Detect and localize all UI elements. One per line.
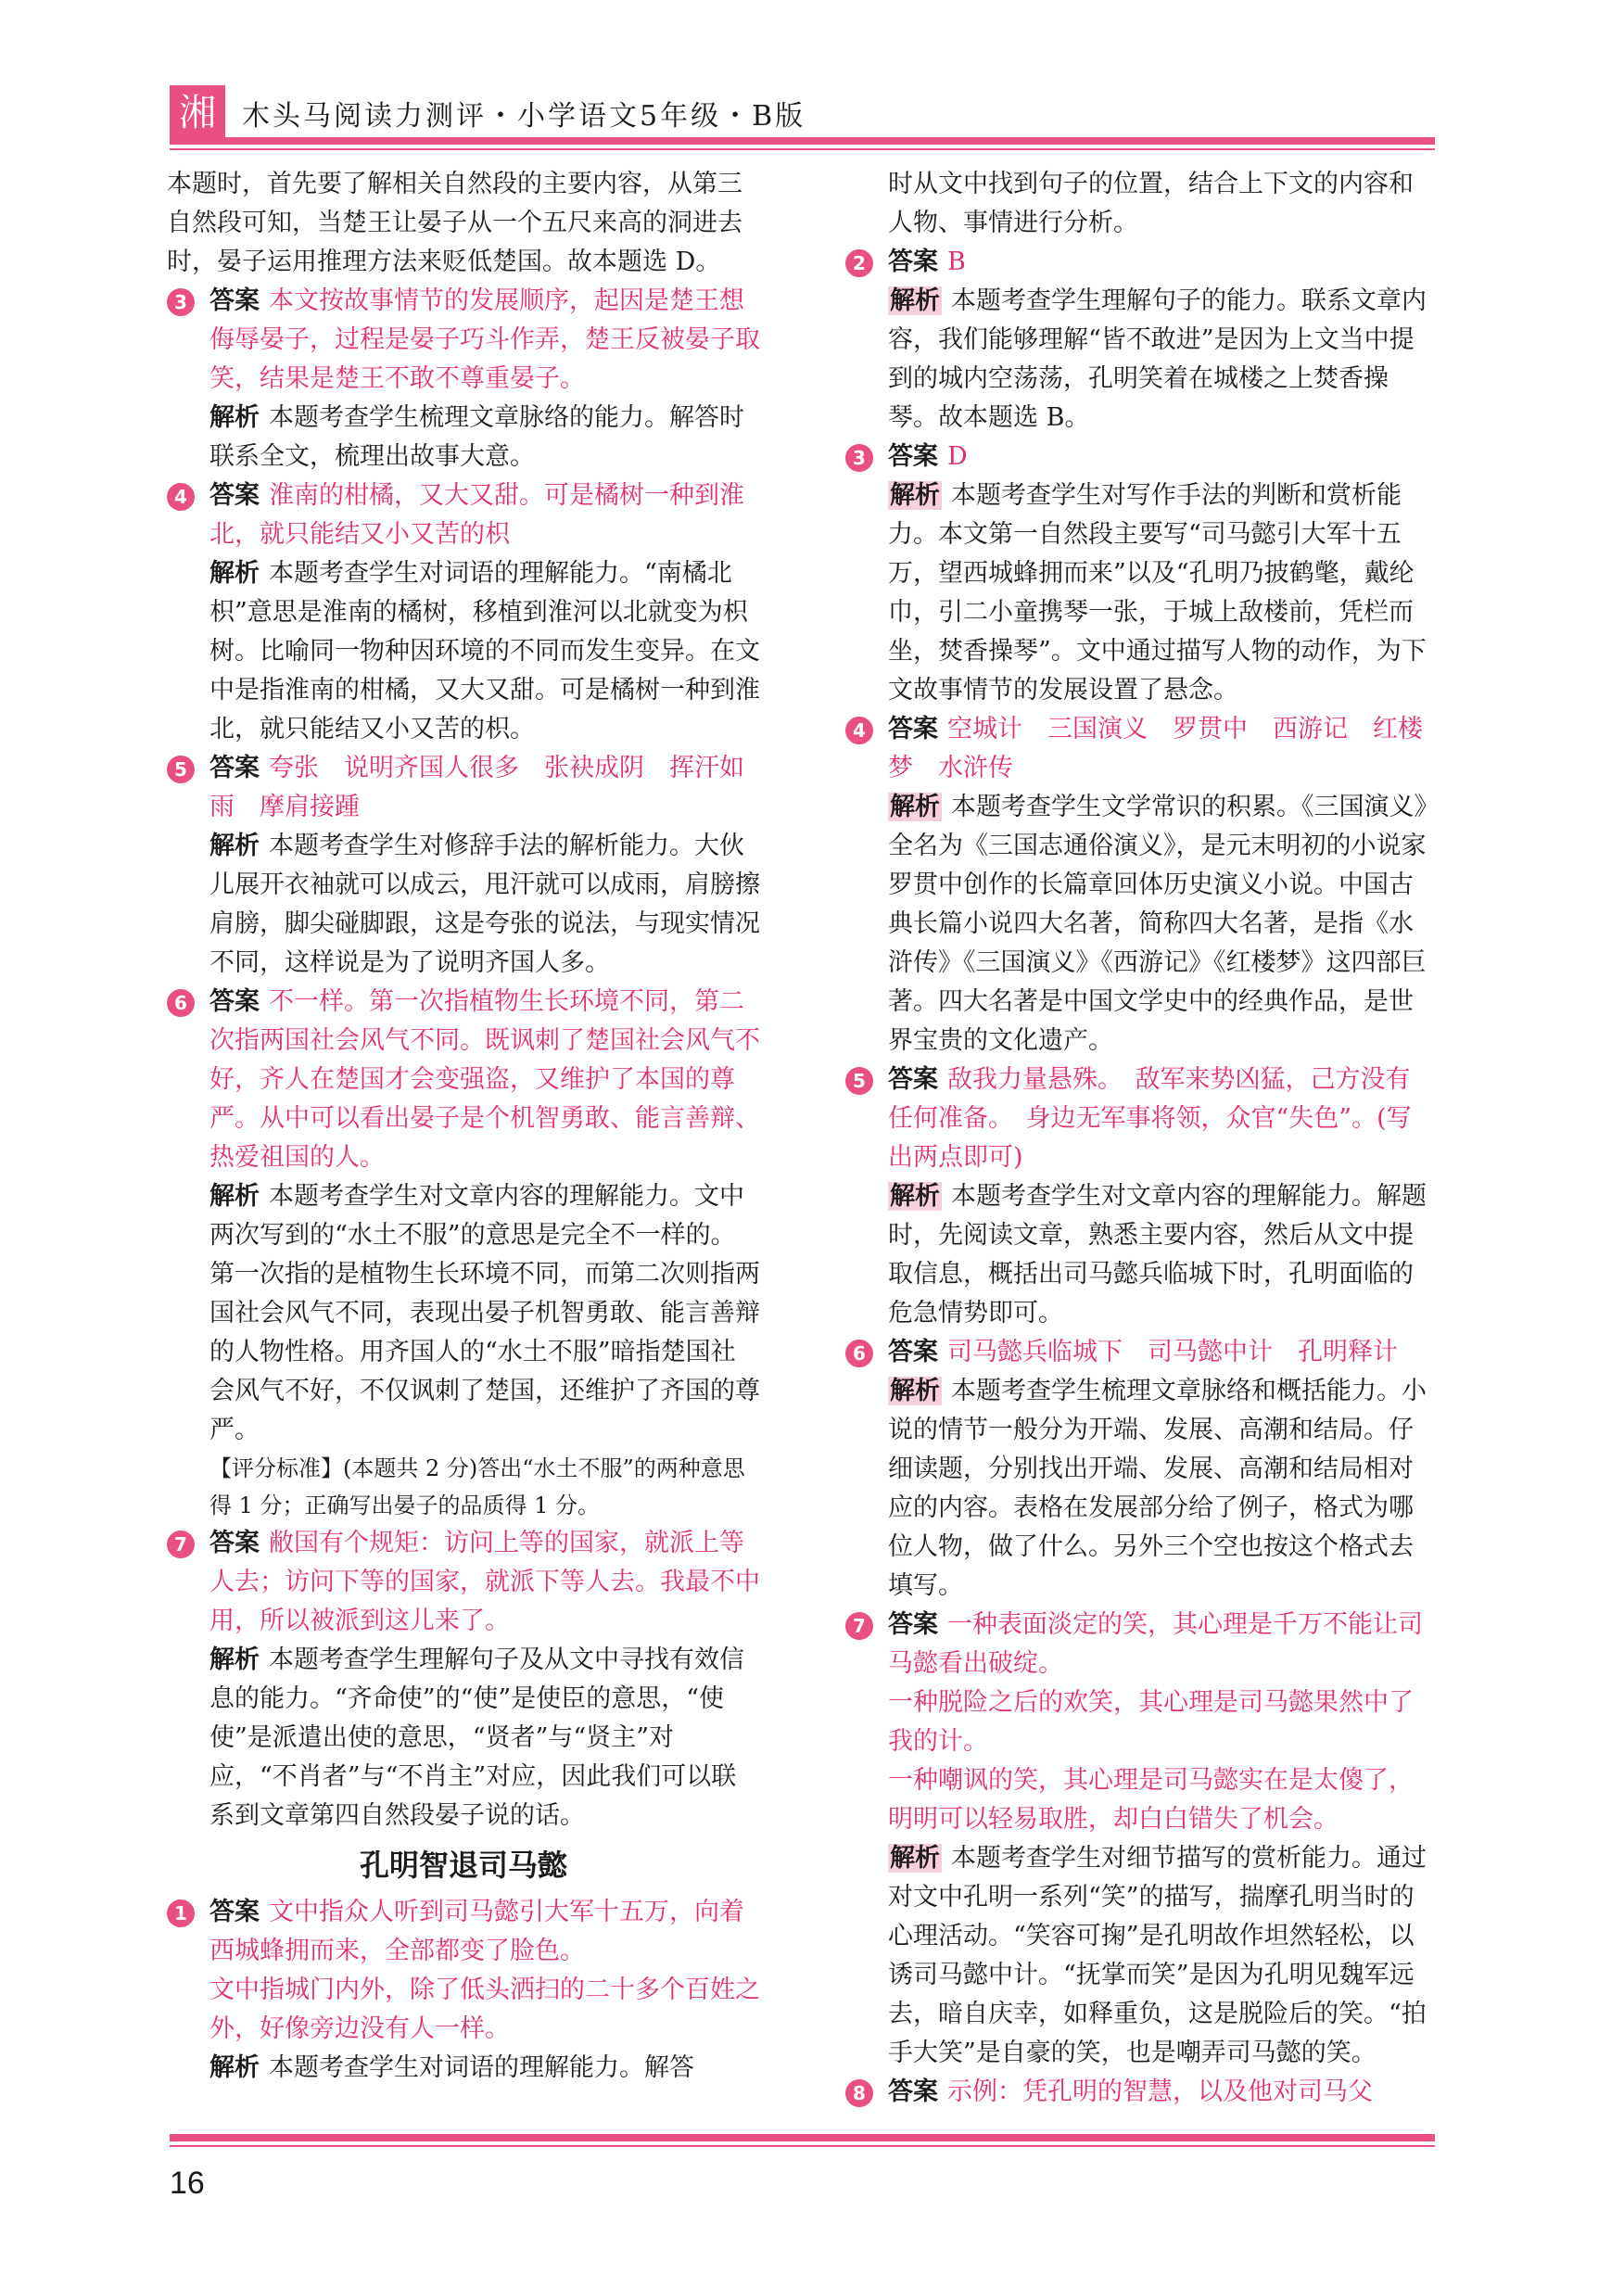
analysis-line	[888, 1839, 1435, 2073]
answer-label: 答案	[209, 286, 260, 315]
analysis-text: 本题考查学生对文章内容的理解能力。文中两次写到的“水土不服”的意思是完全不一样的。第一次指的是植物生长环境不同，而第二次则指两国社会风气不同，表现出晏子机智勇敢、能言善辩的人物性格。用齐国人的“水土不服”暗指楚国社会风气不好，不仅讽刺了楚国，还维护了齐国的尊严。	[209, 1182, 760, 1444]
answer-label: 答案	[209, 1898, 260, 1926]
answer-text: 敝国有个规矩：访问上等的国家，就派上等人去；访问下等的国家，就派下等人去。我最不中用，所以被派到这儿来了。	[209, 1529, 760, 1635]
answer-label: 答案	[209, 1529, 260, 1557]
header-divider-thin	[170, 148, 1435, 150]
question-number-badge: 4	[167, 483, 195, 511]
analysis-text: 本题考查学生文学常识的积累。《三国演义》全名为《三国志通俗演义》，是元末明初的小说家罗贯中创作的长篇章回体历史演义小说。中国古典长篇小说四大名著，简称四大名著，是指《水浒传》《三国演义》《西游记》《红楼梦》这四部巨著。四大名著是中国文学史中的经典作品，是世界宝贵的文化遗产。	[888, 793, 1427, 1055]
answer-line	[209, 282, 760, 399]
answer-line	[888, 1061, 1435, 1177]
question-number-badge: 7	[167, 1531, 195, 1558]
answer-line	[888, 1606, 1435, 1683]
section-title: 孔明智退司马懿	[359, 1848, 567, 1883]
section2-question-5	[845, 1061, 1435, 1333]
scoring-criteria: 【评分标准】(本题共 2 分)答出“水土不服”的两种意思得 1 分；正确写出晏子的品质得 1 分。	[209, 1455, 745, 1518]
analysis-line	[209, 2049, 760, 2088]
question-number-badge: 5	[167, 756, 195, 783]
answer-line	[209, 1524, 760, 1641]
analysis-label: 解析	[890, 286, 940, 315]
section2-question-2	[845, 243, 1435, 438]
answer-text: 淮南的柑橘，又大又甜。可是橘树一种到淮北，就只能结又小又苦的枳	[209, 481, 744, 549]
section2-question-3	[845, 438, 1435, 710]
continued-paragraph: 时从文中找到句子的位置，结合上下文的内容和人物、事情进行分析。	[888, 170, 1414, 237]
answer-line	[209, 983, 760, 1177]
answer-label: 答案	[888, 1610, 938, 1639]
answer-label: 答案	[888, 442, 938, 471]
question-number-badge: 7	[845, 1612, 873, 1640]
left-column	[167, 165, 760, 2088]
answer-line	[888, 243, 1435, 282]
answer-label: 答案	[209, 754, 260, 782]
answer-label: 答案	[888, 1338, 938, 1366]
answer-line	[888, 710, 1435, 788]
footer-divider	[170, 2134, 1435, 2141]
analysis-label: 解析	[209, 2053, 260, 2082]
analysis-line	[888, 1177, 1435, 1333]
intro-paragraph: 本题时，首先要了解相关自然段的主要内容，从第三自然段可知，当楚王让晏子从一个五尺来高的洞进去时，晏子运用推理方法来贬低楚国。故本题选 D。	[167, 170, 742, 276]
analysis-text: 本题考查学生梳理文章脉络的能力。解答时联系全文，梳理出故事大意。	[209, 403, 744, 471]
section2-question-8	[845, 2073, 1435, 2112]
analysis-label: 解析	[890, 481, 940, 510]
analysis-line	[209, 827, 760, 983]
question-number-badge: 8	[845, 2079, 873, 2107]
section2-question-6	[845, 1333, 1435, 1606]
question-number-badge: 6	[167, 989, 195, 1017]
answer-text: 文中指众人听到司马懿引大军十五万，向着西城蜂拥而来，全部都变了脸色。	[209, 1898, 744, 1965]
analysis-line	[209, 1641, 760, 1836]
answer-label: 答案	[888, 248, 938, 276]
analysis-label: 解析	[890, 1182, 940, 1211]
answer-text: 敌我力量悬殊。 敌军来势凶猛，己方没有任何准备。 身边无军事将领，众官“失色”。(写出两点即可)	[888, 1065, 1412, 1172]
right-column	[845, 165, 1435, 2112]
analysis-line	[888, 476, 1435, 710]
answer-text-2: 一种脱险之后的欢笑，其心理是司马懿果然中了我的计。	[888, 1688, 1414, 1756]
analysis-label: 解析	[890, 1377, 940, 1405]
question-7	[167, 1524, 760, 1836]
answer-text: 本文按故事情节的发展顺序，起因是楚王想侮辱晏子，过程是晏子巧斗作弄，楚王反被晏子取笑，结果是楚王不敢不尊重晏子。	[209, 286, 760, 393]
answer-line	[888, 438, 1435, 476]
answer-text: 空城计 三国演义 罗贯中 西游记 红楼梦 水浒传	[888, 715, 1423, 782]
section2-question-1	[167, 1893, 760, 2088]
question-number-badge: 5	[845, 1067, 873, 1095]
answer-text: D	[947, 442, 968, 471]
answer-text: 夸张 说明齐国人很多 张袂成阴 挥汗如雨 摩肩接踵	[209, 754, 744, 821]
question-number-badge: 3	[167, 288, 195, 316]
answer-text: 示例：凭孔明的智慧，以及他对司马父	[947, 2077, 1373, 2106]
answer-text-3: 一种嘲讽的笑，其心理是司马懿实在是太傻了，明明可以轻易取胜，却白白错失了机会。	[888, 1766, 1414, 1834]
analysis-text: 本题考查学生梳理文章脉络和概括能力。小说的情节一般分为开端、发展、高潮和结局。仔细读题，分别找出开端、发展、高潮和结局相对应的内容。表格在发展部分给了例子，格式为哪位人物，做了什么。另外三个空也按这个格式去填写。	[888, 1377, 1427, 1600]
page-number: 16	[170, 2166, 205, 2201]
analysis-label: 解析	[209, 1645, 260, 1674]
answer-text-2: 文中指城门内外，除了低头洒扫的二十多个百姓之外，好像旁边没有人一样。	[209, 1975, 760, 2043]
answer-label: 答案	[209, 481, 260, 510]
analysis-text: 本题考查学生对文章内容的理解能力。解题时，先阅读文章，熟悉主要内容，然后从文中提取信息，概括出司马懿兵临城下时，孔明面临的危急情势即可。	[888, 1182, 1427, 1328]
page-header	[170, 85, 1435, 141]
book-title: 木头马阅读力测评・小学语文5年级・B版	[242, 100, 806, 133]
question-3	[167, 282, 760, 476]
header-divider	[170, 137, 1435, 145]
section2-question-4	[845, 710, 1435, 1061]
analysis-text: 本题考查学生理解句子及从文中寻找有效信息的能力。“齐命使”的“使”是使臣的意思，“使使”是派遣出使的意思，“贤者”与“贤主”对应，“不肖者”与“不肖主”对应，因此我们可以联系到文章第四自然段晏子说的话。	[209, 1645, 744, 1830]
answer-label: 答案	[888, 1065, 938, 1094]
analysis-label: 解析	[209, 832, 260, 860]
analysis-label: 解析	[209, 1182, 260, 1211]
answer-label: 答案	[888, 715, 938, 743]
analysis-text: 本题考查学生对词语的理解能力。“南橘北枳”意思是淮南的橘树，移植到淮河以北就变为枳树。比喻同一物种因环境的不同而发生变异。在文中是指淮南的柑橘，又大又甜。可是橘树一种到淮北，就只能结又小又苦的枳。	[209, 559, 760, 743]
answer-line	[888, 1333, 1435, 1372]
analysis-label: 解析	[890, 1844, 940, 1873]
analysis-line	[888, 788, 1435, 1061]
answer-label: 答案	[209, 987, 260, 1016]
analysis-line	[209, 554, 760, 749]
question-number-badge: 4	[845, 717, 873, 744]
analysis-text: 本题考查学生理解句子的能力。联系文章内容，我们能够理解“皆不敢进”是因为上文当中提到的城内空荡荡，孔明笑着在城楼之上焚香操琴。故本题选 B。	[888, 286, 1427, 432]
answer-line	[209, 749, 760, 827]
analysis-line	[888, 1372, 1435, 1606]
question-number-badge: 1	[167, 1899, 195, 1927]
answer-line	[209, 1893, 760, 1971]
province-badge: 湘	[170, 85, 225, 141]
question-number-badge: 2	[845, 249, 873, 277]
answer-text: 一种表面淡定的笑，其心理是千万不能让司马懿看出破绽。	[888, 1610, 1423, 1678]
analysis-label: 解析	[209, 559, 260, 588]
answer-text: B	[947, 248, 966, 276]
question-6	[167, 983, 760, 1524]
footer-divider-thin	[170, 2145, 1435, 2147]
answer-label: 答案	[888, 2077, 938, 2106]
question-5	[167, 749, 760, 983]
analysis-label: 解析	[890, 793, 940, 821]
answer-line	[888, 2073, 1435, 2112]
analysis-text: 本题考查学生对写作手法的判断和赏析能力。本文第一自然段主要写“司马懿引大军十五万，望西城蜂拥而来”以及“孔明乃披鹤氅，戴纶巾，引二小童携琴一张，于城上敌楼前，凭栏而坐，焚香操琴”。文中通过描写人物的动作，为下文故事情节的发展设置了悬念。	[888, 481, 1427, 705]
question-number-badge: 6	[845, 1340, 873, 1367]
analysis-text: 本题考查学生对修辞手法的解析能力。大伙儿展开衣袖就可以成云，甩汗就可以成雨，肩膀擦肩膀，脚尖碰脚跟，这是夸张的说法，与现实情况不同，这样说是为了说明齐国人多。	[209, 832, 760, 977]
answer-line	[209, 476, 760, 554]
question-number-badge: 3	[845, 444, 873, 472]
answer-text: 司马懿兵临城下 司马懿中计 孔明释计	[947, 1338, 1398, 1366]
analysis-text: 本题考查学生对细节描写的赏析能力。通过对文中孔明一系列“笑”的描写，揣摩孔明当时的心理活动。“笑容可掬”是孔明故作坦然轻松，以诱司马懿中计。“抚掌而笑”是因为孔明见魏军远去，暗自庆幸，如释重负，这是脱险后的笑。“拍手大笑”是自豪的笑，也是嘲弄司马懿的笑。	[888, 1844, 1427, 2067]
analysis-line	[209, 1177, 760, 1450]
question-4	[167, 476, 760, 749]
answer-text: 不一样。第一次指植物生长环境不同，第二次指两国社会风气不同。既讽刺了楚国社会风气不好，齐人在楚国才会变强盗，又维护了本国的尊严。从中可以看出晏子是个机智勇敢、能言善辩、热爱祖国的人。	[209, 987, 760, 1172]
analysis-line	[209, 399, 760, 476]
analysis-line	[888, 282, 1435, 438]
section2-question-7	[845, 1606, 1435, 2073]
analysis-text: 本题考查学生对词语的理解能力。解答	[269, 2053, 694, 2082]
analysis-label: 解析	[209, 403, 260, 432]
